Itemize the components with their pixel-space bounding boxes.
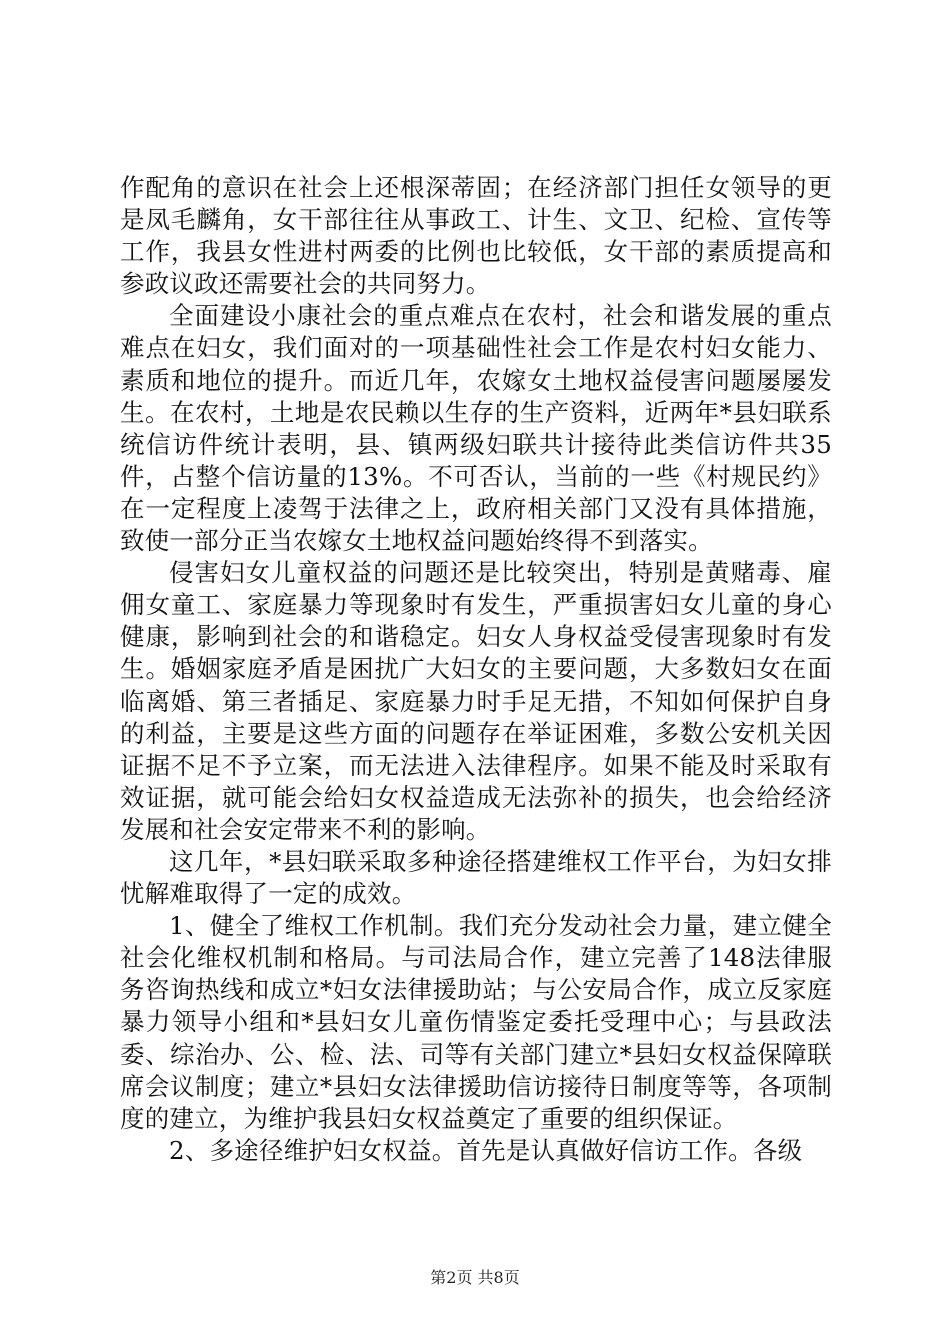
paragraph-continuation: 作配角的意识在社会上还根深蒂固；在经济部门担任女领导的更是凤毛麟角，女干部往往从事政工、计生、文卫、纪检、宣传等工作，我县女性进村两委的比例也比较低，女干部的素质提高和参政议政还需要社会的共同努力。 <box>120 173 832 299</box>
paragraph-item-1-mechanism: 1、健全了维权工作机制。我们充分发动社会力量，建立健全社会化维权机制和格局。与司法局合作，建立完善了148法律服务咨询热线和成立*妇女法律援助站；与公安局合作，成立反家庭暴力领导小组和*县妇女儿童伤情鉴定委托受理中心；与县政法委、综治办、公、检、法、司等有关部门建立*县妇女权益保障联席会议制度；建立*县妇女法律援助信访接待日制度等等，各项制度的建立，为维护我县妇女权益奠定了重要的组织保证。 <box>120 911 832 1133</box>
paragraph-item-2-channels: 2、多途径维护妇女权益。首先是认真做好信访工作。各级 <box>169 1135 803 1165</box>
paragraph-rural-women-land-rights: 全面建设小康社会的重点难点在农村，社会和谐发展的重点难点在妇女，我们面对的一项基础性社会工作是农村妇女能力、素质和地位的提升。而近几年，农嫁女土地权益侵害问题屡屡发生。在农村，土地是农民赖以生存的生产资料，近两年*县妇联系统信访件统计表明，县、镇两级妇联共计接待此类信访件共35件，占整个信访量的13%。不可否认，当前的一些《村规民约》在一定程度上凌驾于法律之上，政府相关部门又没有具体措施，致使一部分正当农嫁女土地权益问题始终得不到落实。 <box>120 301 832 556</box>
document-body <box>120 172 832 1167</box>
page-footer <box>0 1268 950 1288</box>
paragraph-women-children-rights: 侵害妇女儿童权益的问题还是比较突出，特别是黄赌毒、雇佣女童工、家庭暴力等现象时有发生，严重损害妇女儿童的身心健康，影响到社会的和谐稳定。妇女人身权益受侵害现象时有发生。婚姻家庭矛盾是困扰广大妇女的主要问题，大多数妇女在面临离婚、第三者插足、家庭暴力时手足无措，不知如何保护自身的利益，主要是这些方面的问题存在举证困难，多数公安机关因证据不足不予立案，而无法进入法律程序。如果不能及时采取有效证据，就可能会给妇女权益造成无法弥补的损失，也会给经济发展和社会安定带来不利的影响。 <box>120 558 832 844</box>
paragraph-platform-summary: 这几年，*县妇联采取多种途径搭建维权工作平台，为妇女排忧解难取得了一定的成效。 <box>120 846 832 909</box>
page-number: 第2页 共8页 <box>430 1268 520 1287</box>
